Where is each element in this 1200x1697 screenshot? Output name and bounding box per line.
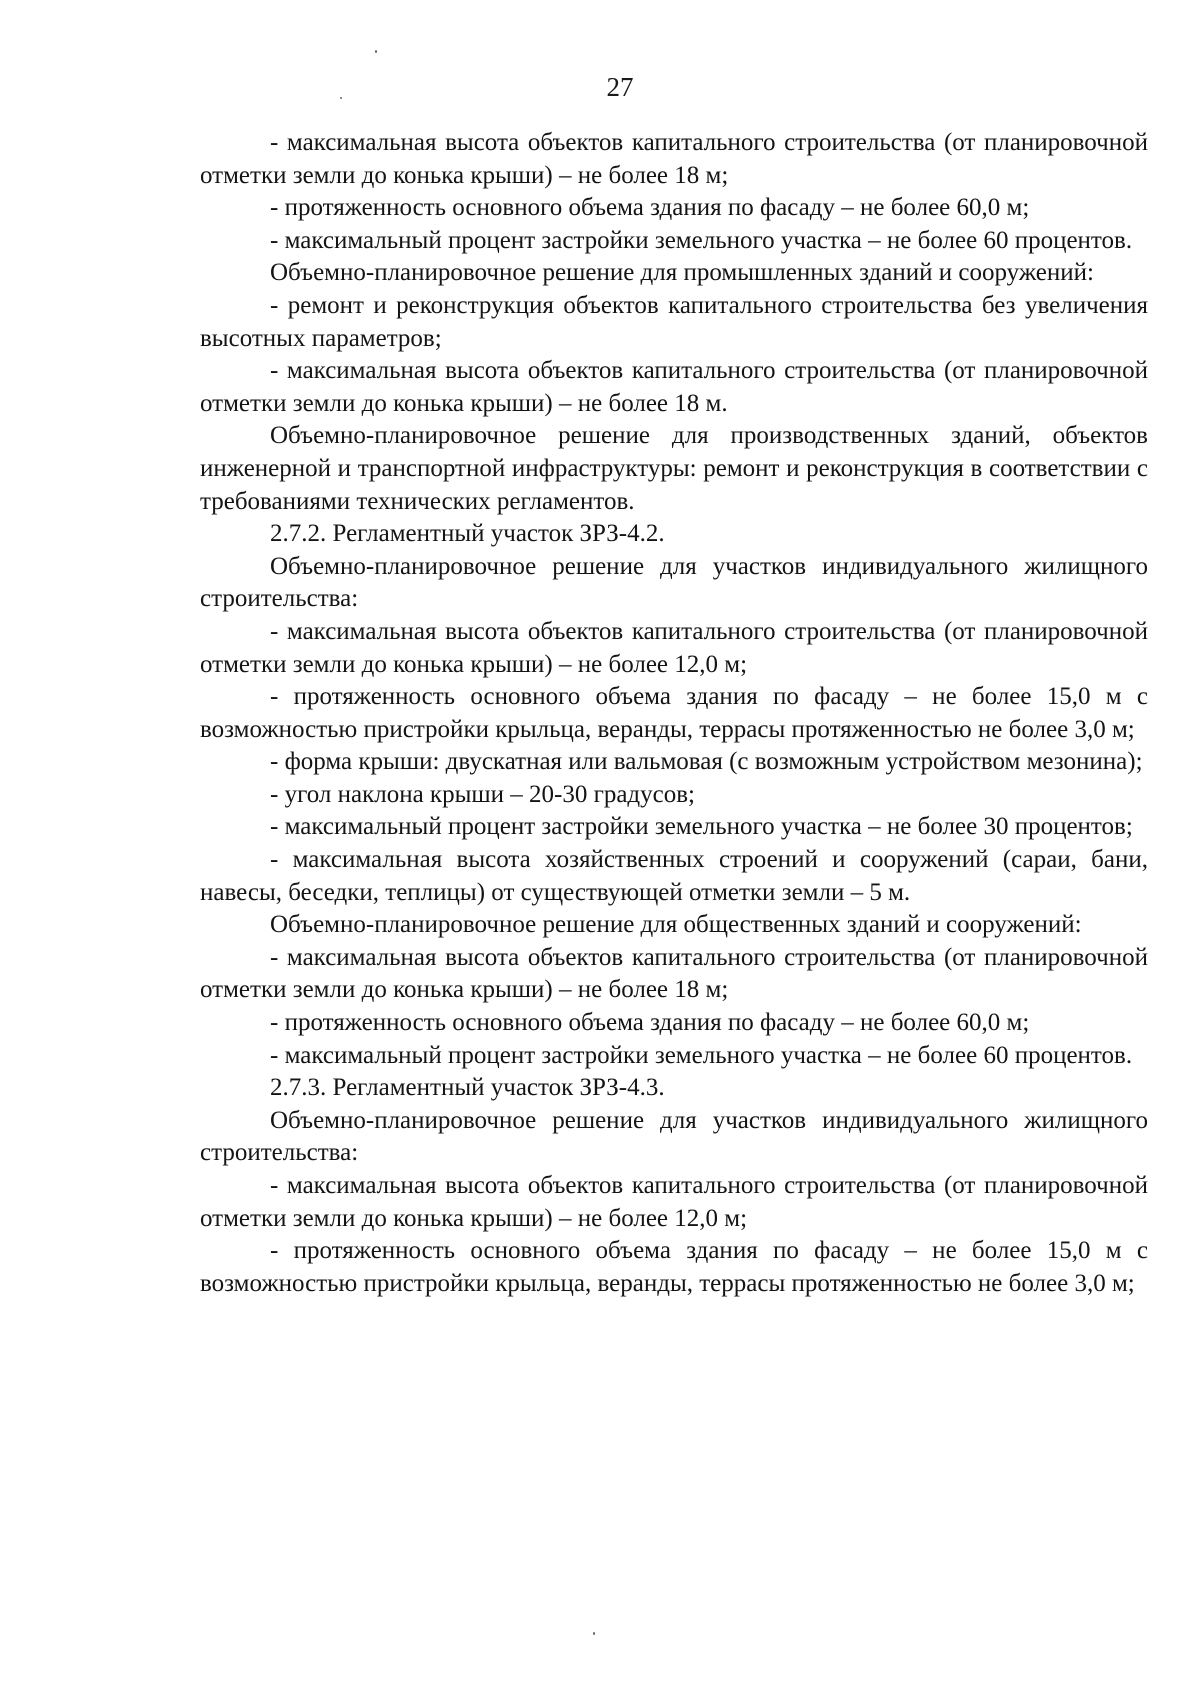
- bullet-facade-length: - протяженность основного объема здания по фасаду – не более 60,0 м;: [270, 194, 1030, 222]
- heading-individual-housing: Объемно-планировочное решение для участков индивидуального жилищного строительства:: [200, 1106, 1148, 1167]
- bullet-max-height: - максимальная высота объектов капитального строительства (от планировочной отметки земли до конька крыши) – не более 18 м.: [200, 357, 1148, 417]
- heading-individual-housing: Объемно-планировочное решение для участков индивидуального жилищного строительства:: [200, 552, 1148, 613]
- document-body: [200, 127, 1148, 1300]
- bullet-repair-reconstruction: - ремонт и реконструкция объектов капитального строительства без увеличения высотных параметров;: [200, 291, 1148, 352]
- section-heading-zrz-4-2: 2.7.2. Регламентный участок ЗРЗ-4.2.: [270, 520, 665, 548]
- bullet-facade-length: - протяженность основного объема здания по фасаду – не более 60,0 м;: [270, 1009, 1030, 1037]
- section-heading-zrz-4-3: 2.7.3. Регламентный участок ЗРЗ-4.3.: [270, 1074, 665, 1102]
- scan-speck: [375, 50, 377, 53]
- bullet-max-coverage: - максимальный процент застройки земельного участка – не более 30 процентов;: [270, 813, 1133, 841]
- bullet-outbuildings-height: - максимальная высота хозяйственных строений и сооружений (сараи, бани, навесы, беседки, теплицы) от существующей отметки земли – 5 м.: [200, 846, 1148, 906]
- bullet-max-height: - максимальная высота объектов капитального строительства (от планировочной отметки земли до конька крыши) – не более 18 м;: [200, 129, 1148, 189]
- bullet-max-height: - максимальная высота объектов капитального строительства (от планировочной отметки земли до конька крыши) – не более 18 м;: [200, 943, 1148, 1004]
- bullet-max-height: - максимальная высота объектов капитального строительства (от планировочной отметки земли до конька крыши) – не более 12,0 м;: [200, 1172, 1148, 1232]
- paragraph-production-buildings: Объемно-планировочное решение для производственных зданий, объектов инженерной и транспортной инфраструктуры: ремонт и реконструкция в соответствии с требованиями технических регламентов.: [200, 422, 1148, 515]
- bullet-max-coverage: - максимальный процент застройки земельного участка – не более 60 процентов.: [270, 1041, 1133, 1069]
- bullet-facade-length: - протяженность основного объема здания по фасаду – не более 15,0 м с возможностью пристройки крыльца, веранды, террасы протяженностью не более 3,0 м;: [200, 1237, 1148, 1297]
- heading-industrial-buildings: Объемно-планировочное решение для промышленных зданий и сооружений:: [270, 259, 1094, 287]
- bullet-roof-angle: - угол наклона крыши – 20-30 градусов;: [270, 780, 695, 808]
- page-number: 27: [606, 72, 634, 102]
- scan-speck: [593, 1632, 595, 1635]
- heading-public-buildings: Объемно-планировочное решение для общественных зданий и сооружений:: [270, 911, 1082, 939]
- bullet-max-coverage: - максимальный процент застройки земельного участка – не более 60 процентов.: [270, 226, 1133, 254]
- bullet-roof-shape: - форма крыши: двускатная или вальмовая (с возможным устройством мезонина);: [270, 748, 1143, 776]
- bullet-facade-length: - протяженность основного объема здания по фасаду – не более 15,0 м с возможностью пристройки крыльца, веранды, террасы протяженностью не более 3,0 м;: [200, 683, 1148, 743]
- bullet-max-height: - максимальная высота объектов капитального строительства (от планировочной отметки земли до конька крыши) – не более 12,0 м;: [200, 617, 1148, 678]
